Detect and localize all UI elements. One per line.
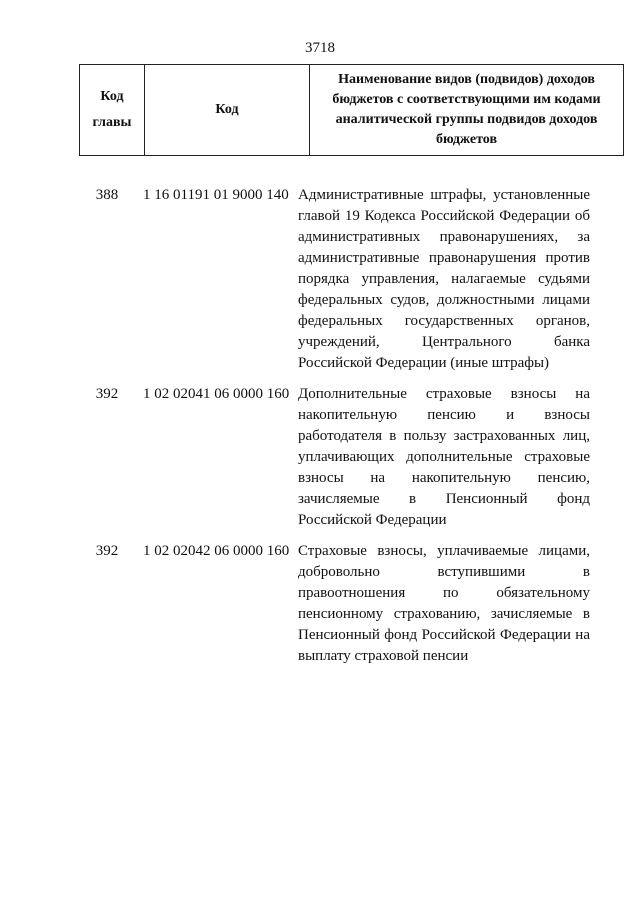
row-code: 1 16 01191 01 9000 140 (143, 187, 289, 203)
row-code: 1 02 02041 06 0000 160 (143, 386, 290, 402)
header-name: Наименование видов (подвидов) доходов бюджетов с соответствующими им кодами аналитической группы подвидов доходов бюджетов (310, 65, 624, 156)
row-name: Административные штрафы, установленные главой 19 Кодекса Российской Федерации об административных правонарушениях, за административные правонарушения против порядка управления, налагаемые судьями федеральных судов, должностными лицами федеральных государственных органов, учреждений, Центрального банка Российской Федерации (иные штрафы) (298, 187, 590, 371)
row-chapter-code: 392 (95, 386, 119, 402)
row-code: 1 02 02042 06 0000 160 (143, 543, 290, 559)
table-header (79, 64, 624, 156)
row-name: Дополнительные страховые взносы на накопительную пенсию и взносы работодателя в пользу застрахованных лиц, уплачивающих дополнительные страховые взносы на накопительную пенсию, зачисляемые в Пенсионный фонд Российской Федерации (298, 386, 590, 528)
row-chapter-code: 388 (95, 187, 119, 203)
table-body (79, 185, 596, 677)
table-row (79, 384, 596, 531)
header-code: Код (145, 65, 310, 156)
header-chapter-code: Код главы (80, 65, 145, 156)
table-row (79, 541, 596, 667)
row-chapter-code: 392 (95, 543, 119, 559)
row-name: Страховые взносы, уплачиваемые лицами, добровольно вступившими в правоотношения по обязательному пенсионному страхованию, зачисляемые в Пенсионный фонд Российской Федерации на выплату страховой пенсии (298, 543, 590, 664)
page-number: 3718 (305, 40, 335, 56)
table-row (79, 185, 596, 374)
